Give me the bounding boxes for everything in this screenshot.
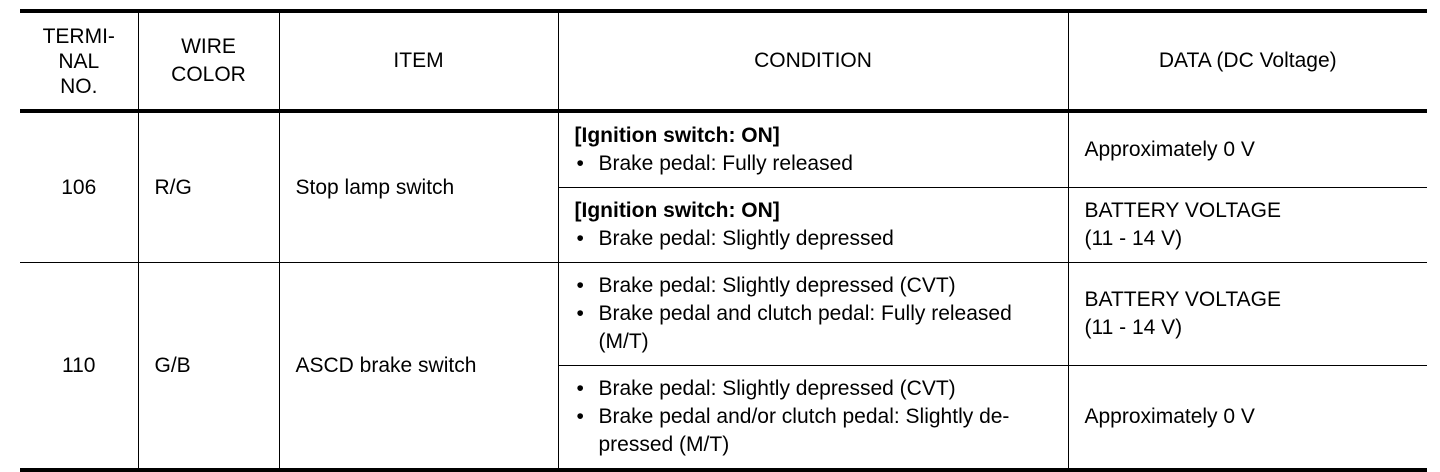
wire-color-cell: R/G: [138, 111, 279, 263]
condition-cell: [558, 188, 1068, 263]
condition-cell: [558, 111, 1068, 188]
data-cell: [1068, 263, 1427, 366]
condition-list: [575, 375, 1054, 459]
header-wire-color: WIRE COLOR: [138, 11, 279, 111]
data-cell: [1068, 366, 1427, 471]
condition-list: [575, 272, 1054, 356]
header-item: ITEM: [279, 11, 558, 111]
header-terminal-no: TERMI- NAL NO.: [20, 11, 138, 111]
data-cell: [1068, 111, 1427, 188]
header-row: [20, 11, 1427, 111]
header-condition: CONDITION: [558, 11, 1068, 111]
header-data: DATA (DC Voltage): [1068, 11, 1427, 111]
condition-bullet: • Brake pedal and clutch pedal: Fully released (M/T): [575, 300, 1054, 356]
data-value: (11 - 14 V): [1084, 227, 1183, 250]
data-value: Approximately 0 V: [1084, 138, 1255, 161]
wire-color-cell: G/B: [138, 263, 279, 471]
data-value: BATTERY VOLTAGE: [1084, 199, 1281, 222]
condition-bullet: • Brake pedal and/or clutch pedal: Slightly de-pressed (M/T): [575, 403, 1054, 459]
terminal-number-cell: 110: [20, 263, 138, 471]
condition-header: [Ignition switch: ON]: [574, 124, 780, 147]
item-cell: ASCD brake switch: [279, 263, 558, 471]
condition-list: [575, 150, 1054, 178]
data-cell: [1068, 188, 1427, 263]
table-row: [20, 111, 1427, 188]
item-cell: Stop lamp switch: [279, 111, 558, 263]
condition-bullet: • Brake pedal: Slightly depressed: [575, 225, 1054, 253]
condition-bullet: • Brake pedal: Fully released: [575, 150, 1054, 178]
data-value: (11 - 14 V): [1084, 316, 1183, 339]
condition-list: [575, 225, 1054, 253]
condition-cell: [558, 263, 1068, 366]
condition-bullet: • Brake pedal: Slightly depressed (CVT): [575, 375, 1054, 403]
data-value: BATTERY VOLTAGE: [1084, 288, 1281, 311]
condition-cell: [558, 366, 1068, 471]
terminal-number-cell: 106: [20, 111, 138, 263]
condition-header: [Ignition switch: ON]: [574, 199, 780, 222]
condition-bullet: • Brake pedal: Slightly depressed (CVT): [575, 272, 1054, 300]
terminal-data-table: [20, 9, 1427, 472]
terminal-data-table-container: [20, 9, 1427, 472]
data-value: Approximately 0 V: [1084, 405, 1255, 428]
table-row: [20, 263, 1427, 366]
